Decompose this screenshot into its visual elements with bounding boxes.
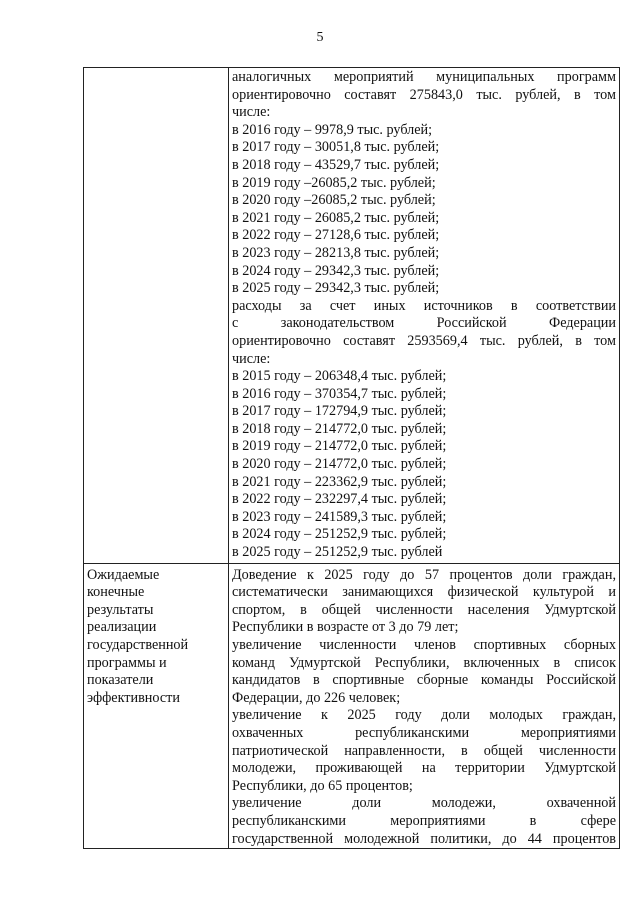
table-row-expected-results [84,563,620,849]
year-line: в 2016 году – 370354,7 тыс. рублей; [232,385,447,402]
year-line: в 2017 году – 30051,8 тыс. рублей; [232,139,440,156]
year-line: в 2020 году – 214772,0 тыс. рублей; [232,456,447,473]
year-line: в 2019 году –26085,2 тыс. рублей; [232,174,436,191]
text-line: молодежи, проживающей на территории Удмуртской [232,760,616,777]
row-label-expected-results [84,563,229,849]
text-line: увеличение численности членов спортивных сборных [232,637,616,653]
text-line: Федерации, до 226 человек; [232,689,401,706]
page-number: 5 [316,30,324,45]
text-line: расходы за счет иных источников в соответствии [232,297,616,314]
year-line: в 2024 году – 251252,9 тыс. рублей; [232,526,447,543]
year-line: в 2018 году – 43529,7 тыс. рублей; [232,156,440,173]
expected-results-cell [229,563,620,849]
label-line: реализации [87,619,157,636]
financing-cell [229,68,620,564]
text-line: увеличение к 2025 году доли молодых граждан, [232,707,616,724]
year-line: в 2016 году – 9978,9 тыс. рублей; [232,121,433,138]
text-line: с законодательством Российской Федерации [232,315,616,332]
text-line: государственной молодежной политики, до 44 процентов [232,830,616,847]
year-line: в 2025 году – 29342,3 тыс. рублей; [232,280,440,297]
label-line: государственной [87,637,189,653]
text-line: патриотической направленности, в общей численности [232,742,616,759]
text-line: числе: [232,104,271,121]
table-row-financing [84,68,620,564]
year-line: в 2022 году – 27128,6 тыс. рублей; [232,227,440,244]
year-line: в 2024 году – 29342,3 тыс. рублей; [232,262,440,279]
result-paragraph [232,795,616,848]
label-line: Ожидаемые [87,566,160,583]
year-line: в 2021 году – 26085,2 тыс. рублей; [232,209,440,226]
text-line: Республики, до 65 процентов; [232,777,413,794]
text-line: команд Удмуртской Республики, включенных в список [232,654,616,671]
label-line: конечные [87,584,145,601]
row-label-financing [84,68,229,564]
text-line: охваченных республиканскими мероприятиями [232,724,616,741]
text-line: аналогичных мероприятий муниципальных программ [232,69,616,85]
text-line: увеличение доли молодежи, охваченной [232,795,616,812]
label-line: программы и [87,654,167,671]
text-line: ориентировочно составят 2593569,4 тыс. рублей, в том [232,332,616,349]
year-line: в 2025 году – 251252,9 тыс. рублей [232,544,443,561]
result-paragraph [232,637,616,707]
result-paragraph [232,707,616,795]
text-line: спортом, в общей численности населения Удмуртской [232,601,616,618]
year-line: в 2023 году – 28213,8 тыс. рублей; [232,244,440,261]
year-line: в 2018 году – 214772,0 тыс. рублей; [232,420,447,437]
year-line: в 2017 году – 172794,9 тыс. рублей; [232,403,447,420]
text-line: Республики в возрасте от 3 до 79 лет; [232,619,459,636]
text-line: систематически занимающихся физической культурой и [232,584,616,601]
passport-table [83,67,620,849]
text-line: числе: [232,350,271,367]
label-line: эффективности [87,689,180,706]
year-line: в 2015 году – 206348,4 тыс. рублей; [232,368,447,385]
label-line: показатели [87,672,154,689]
year-line: в 2021 году – 223362,9 тыс. рублей; [232,473,447,490]
result-paragraph [232,567,616,637]
label-line: результаты [87,601,154,618]
text-line: кандидатов в спортивные сборные команды Российской [232,672,616,689]
year-line: в 2022 году – 232297,4 тыс. рублей; [232,491,447,508]
year-line: в 2020 году –26085,2 тыс. рублей; [232,192,436,209]
year-line: в 2023 году – 241589,3 тыс. рублей; [232,508,447,525]
text-line: республиканскими мероприятиями в сфере [232,812,616,829]
text-line: Доведение к 2025 году до 57 процентов доли граждан, [232,566,616,583]
year-line: в 2019 году – 214772,0 тыс. рублей; [232,438,447,455]
text-line: ориентировочно составят 275843,0 тыс. рублей, в том [232,86,616,103]
